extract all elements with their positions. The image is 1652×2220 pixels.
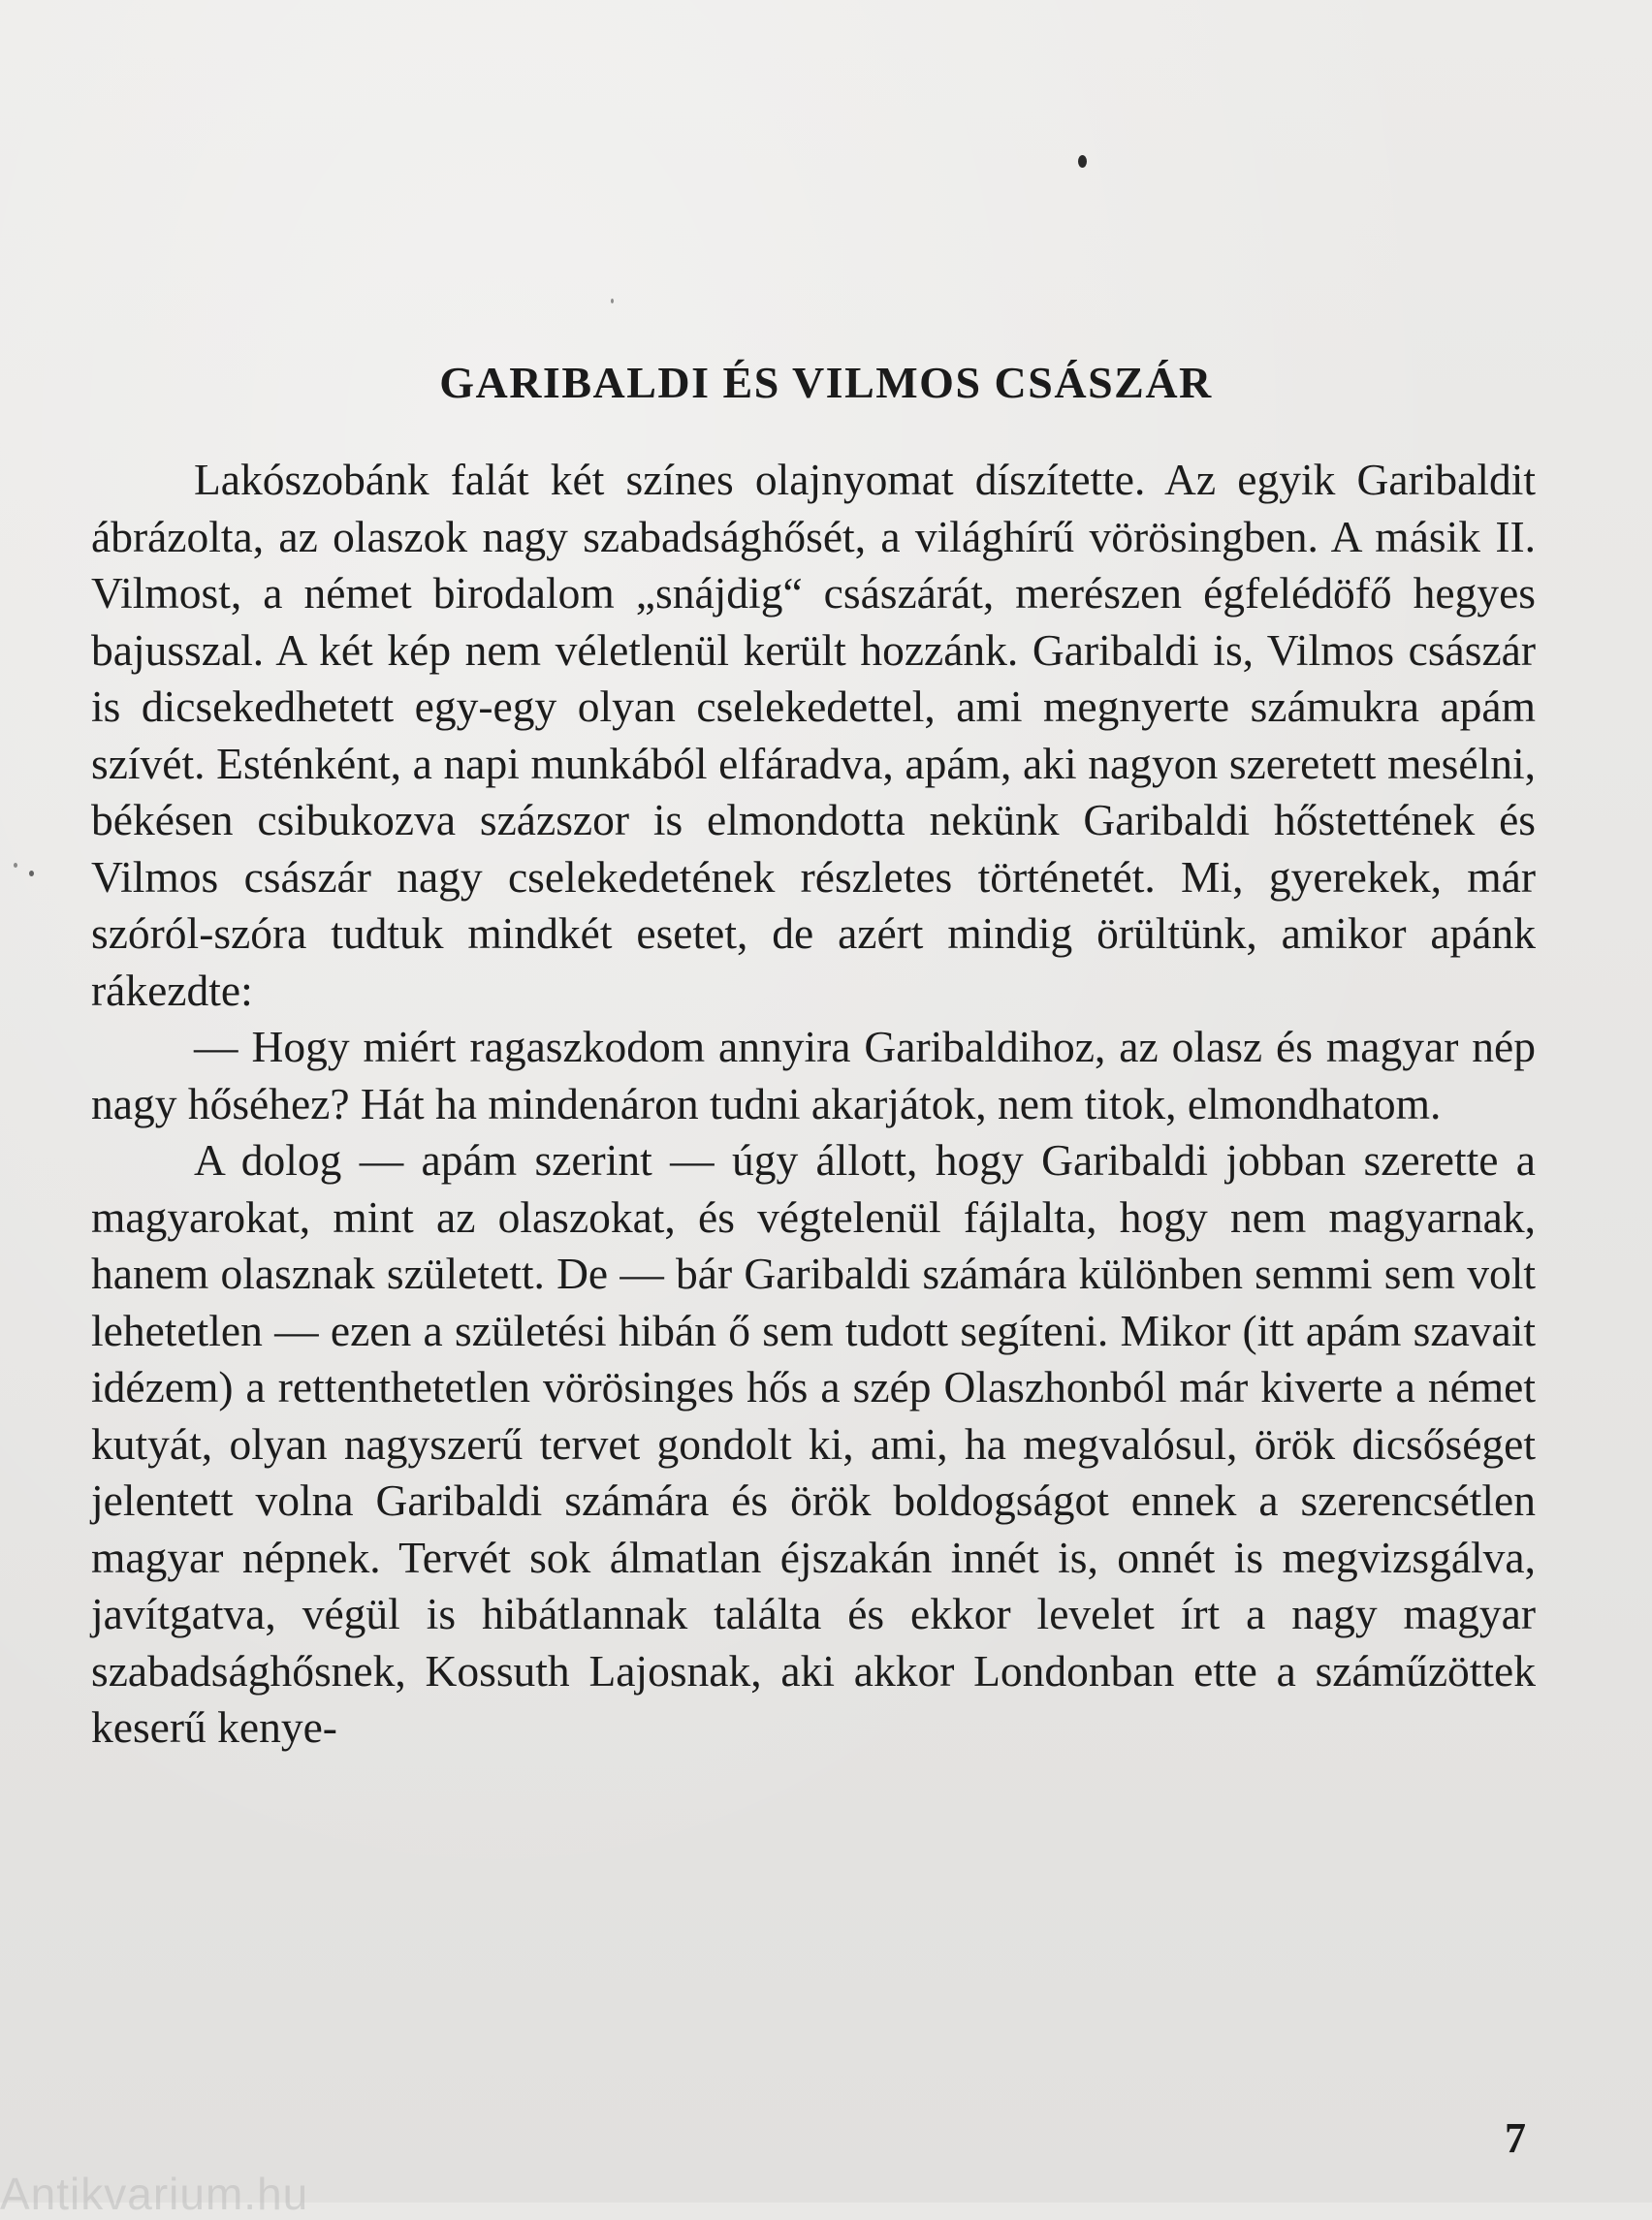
chapter-title: GARIBALDI ÉS VILMOS CSÁSZÁR bbox=[439, 358, 1213, 407]
paragraph: — Hogy miért ragaszkodom annyira Garibaldihoz, az olasz és magyar nép nagy hőséhez? Hát ha mindenáron tudni akarjátok, nem titok, elmondhatom. bbox=[91, 1022, 1536, 1128]
watermark: Antikvarium.hu bbox=[0, 2169, 309, 2219]
ink-speck bbox=[1078, 155, 1087, 168]
paragraph: Lakószobánk falát két színes olajnyomat díszítette. Az egyik Garibaldit ábrázolta, az olaszok nagy szabadsághősét, a világhírű vörösingben. A másik II. Vilmost, a német birodalom „snájdig“ császárát, merészen égfelédöfő hegyes bajusszal. A két kép nem véletlenül került hozzánk. Garibaldi is, Vilmos császár is dicsekedhetett egy-egy olyan cselekedettel, ami megnyerte számukra apám szívét. Esténként, a napi munkából elfáradva, apám, aki nagyon szeretett mesélni, békésen csibukozva százszor is elmondotta nekünk Garibaldi hőstettének és Vilmos császár nagy cselekedetének részletes történetét. Mi, gyerekek, már szóról-szóra tudtuk mindkét esetet, de azért mindig örültünk, amikor apánk rákezdte: bbox=[91, 455, 1536, 1015]
ink-speck bbox=[14, 863, 17, 868]
ink-speck bbox=[611, 299, 614, 303]
ink-speck bbox=[29, 871, 34, 876]
page-number: 7 bbox=[1505, 2114, 1526, 2162]
paragraph: A dolog — apám szerint — úgy állott, hogy Garibaldi jobban szerette a magyarokat, mint az olaszokat, és végtelenül fájlalta, hogy nem magyarnak, hanem olasznak született. De — bár Garibaldi számára különben semmi sem volt lehetetlen — ezen a születési hibán ő sem tudott segíteni. Mikor (itt apám szavait idézem) a rettenthetetlen vörösinges hős a szép Olaszhonból már kiverte a német kutyát, olyan nagyszerű tervet gondolt ki, ami, ha megvalósul, örök dicsőséget jelentett volna Garibaldi számára és örök boldogságot ennek a szerencsétlen magyar népnek. Tervét sok álmatlan éjszakán innét is, onnét is megvizsgálva, javítgatva, végül is hibátlannak találta és ekkor levelet írt a nagy magyar szabadsághősnek, Kossuth Lajosnak, aki akkor Londonban ette a száműzöttek keserű kenye- bbox=[91, 1135, 1536, 1752]
chapter-body bbox=[91, 452, 1536, 1757]
